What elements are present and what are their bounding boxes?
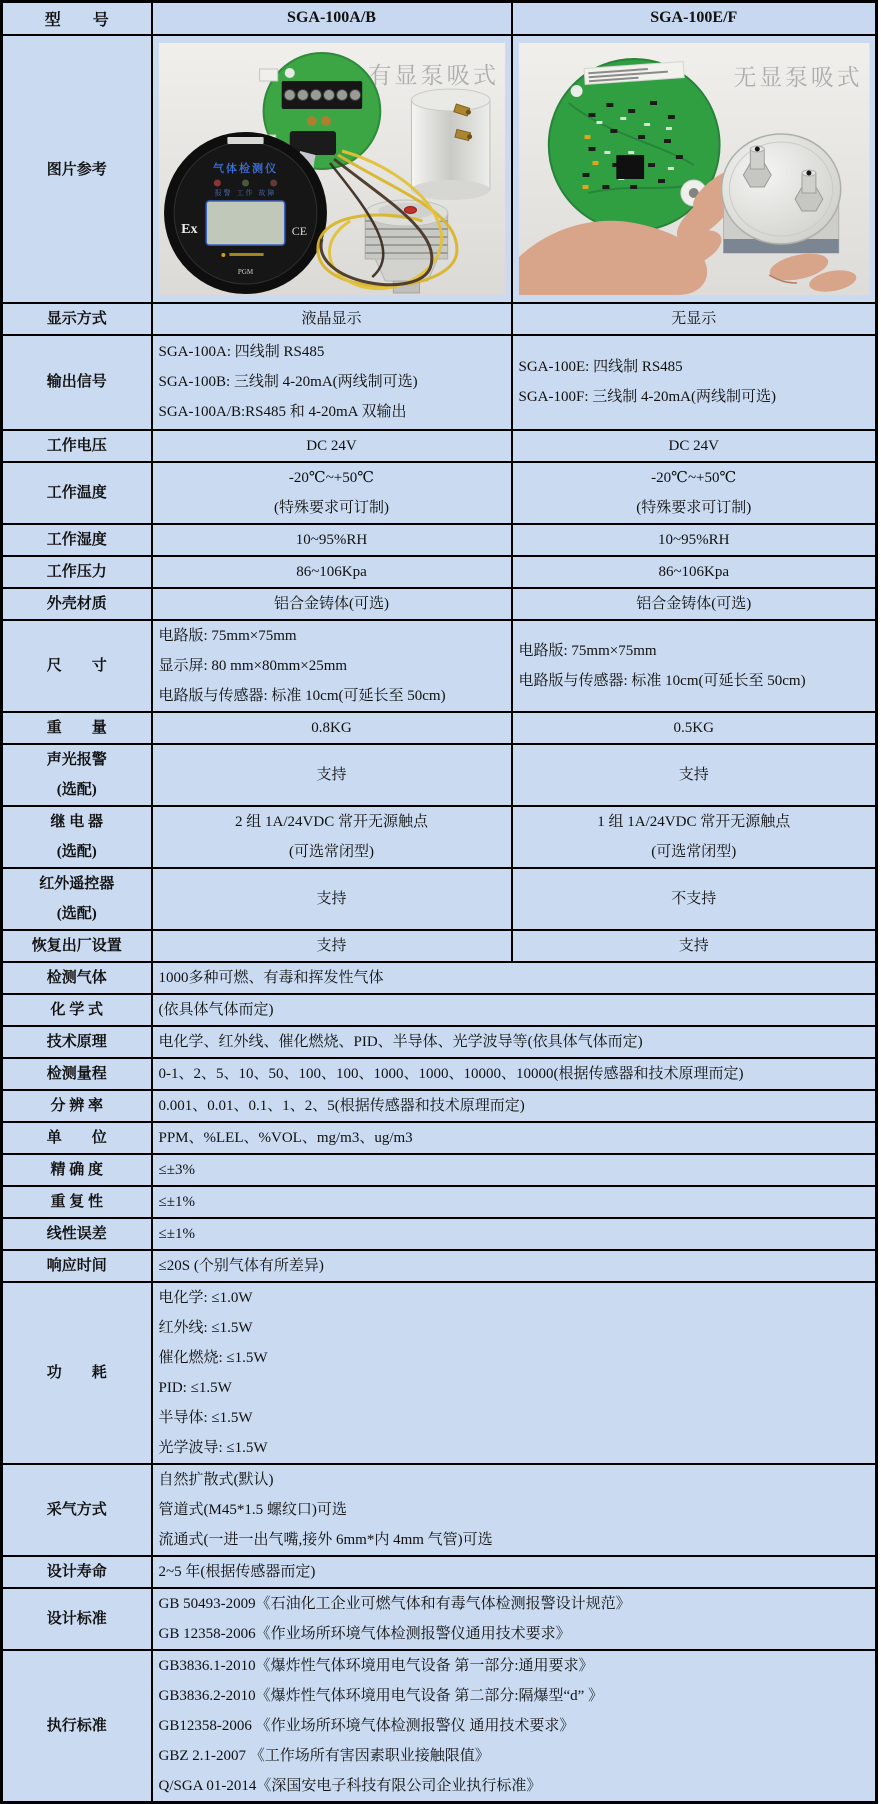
main-chip [616, 155, 644, 179]
sensor-red-dot [404, 206, 416, 213]
led-fault [270, 179, 277, 186]
cell-output-signal-right: SGA-100E: 四线制 RS485 SGA-100F: 三线制 4-20mA(两线制可选) [512, 335, 877, 430]
row-label-range: 检测量程 [2, 1058, 152, 1090]
row-ir-remote [2, 868, 877, 930]
cell-factory-reset-left: 支持 [152, 930, 512, 962]
row-label-display-mode: 显示方式 [2, 303, 152, 335]
cell-ir-remote-left: 支持 [152, 868, 512, 930]
row-gases [2, 962, 877, 994]
header-model-label: 型 号 [2, 2, 152, 35]
pump-cylinder [411, 89, 489, 200]
row-label-principle: 技术原理 [2, 1026, 152, 1058]
header-model-ef: SGA-100E/F [512, 2, 877, 35]
cell-display-mode-right: 无显示 [512, 303, 877, 335]
cell-voltage-right: DC 24V [512, 430, 877, 462]
cell-temperature-right: -20℃~+50℃ (特殊要求可订制) [512, 462, 877, 524]
lcd-screen [206, 201, 284, 245]
sensor-cylinder [721, 134, 840, 253]
row-design-standard [2, 1588, 877, 1650]
row-housing [2, 588, 877, 620]
row-label-output-signal: 输出信号 [2, 335, 152, 430]
row-label-power: 功 耗 [2, 1282, 152, 1464]
cell-voltage-left: DC 24V [152, 430, 512, 462]
row-label-resolution: 分 辨 率 [2, 1090, 152, 1122]
row-label-exec-standard: 执行标准 [2, 1650, 152, 1803]
cell-housing-left: 铝合金铸体(可选) [152, 588, 512, 620]
cell-temperature-left: -20℃~+50℃ (特殊要求可订制) [152, 462, 512, 524]
row-output-signal [2, 335, 877, 430]
row-label-gases: 检测气体 [2, 962, 152, 994]
row-lifetime [2, 1556, 877, 1588]
cell-factory-reset-right: 支持 [512, 930, 877, 962]
row-resolution [2, 1090, 877, 1122]
row-label-accuracy: 精 确 度 [2, 1154, 152, 1186]
row-label-ir-remote: 红外遥控器 (选配) [2, 868, 152, 930]
row-label-relay: 继 电 器 (选配) [2, 806, 152, 868]
cell-response-time: ≤20S (个别气体有所差异) [152, 1250, 877, 1282]
row-label-dimensions: 尺 寸 [2, 620, 152, 712]
row-factory-reset [2, 930, 877, 962]
row-unit [2, 1122, 877, 1154]
header-row [2, 2, 877, 35]
row-label-weight: 重 量 [2, 712, 152, 744]
cell-sound-light-alarm-right: 支持 [512, 744, 877, 806]
row-label-factory-reset: 恢复出厂设置 [2, 930, 152, 962]
cell-ir-remote-right: 不支持 [512, 868, 877, 930]
cell-resolution: 0.001、0.01、0.1、1、2、5(根据传感器和技术原理而定) [152, 1090, 877, 1122]
row-principle [2, 1026, 877, 1058]
row-display-mode [2, 303, 877, 335]
gauge-title: 气体检测仪 [212, 162, 278, 175]
cell-weight-left: 0.8KG [152, 712, 512, 744]
cell-dimensions-right: 电路版: 75mm×75mm 电路版与传感器: 标准 10cm(可延长至 50cm) [512, 620, 877, 712]
cell-formula: (依具体气体而定) [152, 994, 877, 1026]
image-row [2, 35, 877, 303]
product-photo-sga100ef [519, 43, 870, 295]
cell-pressure-right: 86~106Kpa [512, 556, 877, 588]
ex-mark: Ex [180, 220, 198, 237]
gauge-led-labels: 报警 工作 故障 [214, 188, 276, 197]
row-voltage [2, 430, 877, 462]
row-dimensions [2, 620, 877, 712]
row-pressure [2, 556, 877, 588]
row-label-humidity: 工作湿度 [2, 524, 152, 556]
row-label-formula: 化 学 式 [2, 994, 152, 1026]
cell-housing-right: 铝合金铸体(可选) [512, 588, 877, 620]
row-label-linearity: 线性误差 [2, 1218, 152, 1250]
gauge-head [164, 132, 327, 294]
row-accuracy [2, 1154, 877, 1186]
row-label-sound-light-alarm: 声光报警 (选配) [2, 744, 152, 806]
cell-sampling: 自然扩散式(默认) 管道式(M45*1.5 螺纹口)可选 流通式(一进一出气嘴,接外 6mm*内 4mm 气管)可选 [152, 1464, 877, 1556]
row-sound-light-alarm [2, 744, 877, 806]
photo-cell-sga100ef [512, 35, 877, 303]
row-label-design-standard: 设计标准 [2, 1588, 152, 1650]
cell-accuracy: ≤±3% [152, 1154, 877, 1186]
header-model-ab: SGA-100A/B [152, 2, 512, 35]
row-exec-standard [2, 1650, 877, 1803]
cell-design-standard: GB 50493-2009《石油化工企业可燃气体和有毒气体检测报警设计规范》 GB 12358-2006《作业场所环境气体检测报警仪通用技术要求》 [152, 1588, 877, 1650]
cell-relay-right: 1 组 1A/24VDC 常开无源触点 (可选常闭型) [512, 806, 877, 868]
cell-linearity: ≤±1% [152, 1218, 877, 1250]
row-response-time [2, 1250, 877, 1282]
cell-power: 电化学: ≤1.0W 红外线: ≤1.5W 催化燃烧: ≤1.5W PID: ≤1.5W 半导体: ≤1.5W 光学波导: ≤1.5W [152, 1282, 877, 1464]
row-sampling [2, 1464, 877, 1556]
watermark-text-left: 有显泵吸式 [367, 61, 499, 88]
cell-dimensions-left: 电路版: 75mm×75mm 显示屏: 80 mm×80mm×25mm 电路版与传感器: 标准 10cm(可延长至 50cm) [152, 620, 512, 712]
cell-sound-light-alarm-left: 支持 [152, 744, 512, 806]
cell-pressure-left: 86~106Kpa [152, 556, 512, 588]
row-relay [2, 806, 877, 868]
cell-humidity-left: 10~95%RH [152, 524, 512, 556]
cell-output-signal-left: SGA-100A: 四线制 RS485 SGA-100B: 三线制 4-20mA(两线制可选) SGA-100A/B:RS485 和 4-20mA 双输出 [152, 335, 512, 430]
row-label-response-time: 响应时间 [2, 1250, 152, 1282]
row-label-housing: 外壳材质 [2, 588, 152, 620]
ce-mark: CE [291, 223, 307, 238]
cell-gases: 1000多种可燃、有毒和挥发性气体 [152, 962, 877, 994]
row-repeatability [2, 1186, 877, 1218]
row-weight [2, 712, 877, 744]
pgm-label: PGM [237, 267, 253, 276]
cell-range: 0-1、2、5、10、50、100、100、1000、1000、10000、10000(根据传感器和技术原理而定) [152, 1058, 877, 1090]
row-range [2, 1058, 877, 1090]
row-temperature [2, 462, 877, 524]
row-linearity [2, 1218, 877, 1250]
cell-display-mode-left: 液晶显示 [152, 303, 512, 335]
cell-humidity-right: 10~95%RH [512, 524, 877, 556]
row-label-sampling: 采气方式 [2, 1464, 152, 1556]
row-label-voltage: 工作电压 [2, 430, 152, 462]
led-alarm [213, 179, 220, 186]
photo-cell-sga100ab [152, 35, 512, 303]
row-label-unit: 单 位 [2, 1122, 152, 1154]
cell-repeatability: ≤±1% [152, 1186, 877, 1218]
cell-weight-right: 0.5KG [512, 712, 877, 744]
cell-lifetime: 2~5 年(根据传感器而定) [152, 1556, 877, 1588]
row-label-lifetime: 设计寿命 [2, 1556, 152, 1588]
cell-unit: PPM、%LEL、%VOL、mg/m3、ug/m3 [152, 1122, 877, 1154]
row-label-temperature: 工作温度 [2, 462, 152, 524]
row-formula [2, 994, 877, 1026]
row-label-pressure: 工作压力 [2, 556, 152, 588]
row-label-repeatability: 重 复 性 [2, 1186, 152, 1218]
led-work [241, 179, 248, 186]
row-label-image-ref: 图片参考 [2, 35, 152, 303]
cell-relay-left: 2 组 1A/24VDC 常开无源触点 (可选常闭型) [152, 806, 512, 868]
row-humidity [2, 524, 877, 556]
row-power [2, 1282, 877, 1464]
cell-principle: 电化学、红外线、催化燃烧、PID、半导体、光学波导等(依具体气体而定) [152, 1026, 877, 1058]
product-photo-sga100ab [159, 43, 505, 295]
watermark-text-right: 无显泵吸式 [733, 64, 863, 90]
cell-exec-standard: GB3836.1-2010《爆炸性气体环境用电气设备 第一部分:通用要求》 GB3836.2-2010《爆炸性气体环境用电气设备 第二部分:隔爆型“d” 》 GB12358-2006 《作业场所环境气体检测报警仪 通用技术要求》 GBZ 2.1-2007 《工作场所有害因素职业接触限值》 Q/SGA 01-2014《深国安电子科技有限公司企业执行标准》 [152, 1650, 877, 1803]
